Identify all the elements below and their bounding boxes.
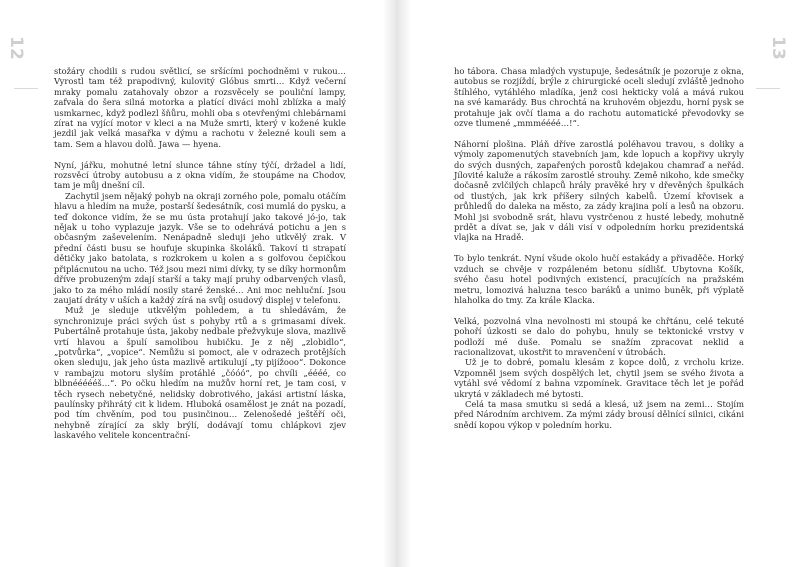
page-number-left: 12 bbox=[6, 36, 26, 60]
paragraph: Už je to dobré, pomalu klesám z kopce dolů, z vrcholu krize. Vzpomněl jsem svých dospělých let, chytil jsem se svého života a vytáhl své vědomí z bahna vzpomínek. Gravitace těch let je pořád ukrytá v základech mé bytosti. bbox=[454, 357, 744, 399]
paragraph: To bylo tenkrát. Nyní všude okolo hučí estakády a přivaděče. Horký vzduch se chvěje v rozpáleném betonu sídlišť. Ubytovna Košík, svého času hotel podivných existencí, pracujících na pražském metru, lomozivá haluzna tesco baráků a unimo buněk, při výplatě hlaholka do tmy. Za krále Klacka. bbox=[454, 253, 744, 305]
right-page-text bbox=[454, 66, 744, 430]
page-number-right: 13 bbox=[768, 36, 788, 60]
paragraph: Náhorní plošina. Pláň dříve zarostlá poléhavou travou, s doliky a výmoly zapomenutých stavebních jam, kde lopuch a kopřivy ukryly do svých dusných, zapařených porostů kdejakou chamraď a neřád. Jílovité kaluže a rákosím zarostlé strouhy. Země nikoho, kde smečky dočasně zvlčilých chlapců hrály pravěké hry v dřevěných špulkách od tlustých, jak krk příšery silných kabelů. Území křovisek a průhledů do daleka na město, za zády krajina polí a lesů na obzoru. Mohl jsi svobodně srát, hlavu vystrčenou z husté lebedy, mohutně prdět a dívat se, jak v dáli visí v odpoledním horku prezidentská vlajka na Hradě. bbox=[454, 138, 744, 243]
page-number-rule-right bbox=[756, 88, 780, 89]
paragraph: Nyní, jářku, mohutné letní slunce táhne stíny týčí, držadel a lidí, rozsvěcí útroby autobusu a z okna vidím, že stoupáme na Chodov, tam je můj dnešní cíl. bbox=[54, 159, 346, 191]
gutter-shadow-right bbox=[397, 0, 411, 567]
paragraph: Muž je sleduje utkvělým pohledem, a tu shledávám, že synchronizuje práci svých úst s pohyby rtů a s grimasami dívek. Pubertálně protahuje ústa, jakoby nedbale přežvykuje slova, mazlivě vrtí hlavou a špulí samolibou hubičku. Je z něj „zlobidlo“, „potvůrka“, „vopice“. Nemůžu si pomoct, ale v odrazech protějších oken sleduju, jak jeho ústa mazlivě artikulují „ty pijížooo“. Dokonce v rambajzu motoru slyším protáhlé „čóóó“, po chvíli „éééé, co blbnéééééš…“. Po očku hledím na mužův horní ret, je tam cosi, v těch rysech nebetyčné, nelidsky dobrotivého, jakási artistní láska, paulínsky přihrátý cit k lidem. Hluboká osamělost je znát na pozadí, pod tím chvěním, pod tou pusinčinou… Zelenošedé ještěří oči, nehybně zírající za skly brýlí, dodávají tomu chlápkovi zjev laskavého velitele koncentrační- bbox=[54, 305, 346, 441]
paragraph: stožáry chodili s rudou světlicí, se sršícími pochodněmi v rukou… Vyrostl tam též prapodivný, kulovitý Glóbus smrti… Když večerní mraky pomalu zatahovaly obzor a rozsvěcely se pouliční lampy, zafvala do šera silná motorka a platící diváci mohl zblízka a malý usmkarnec, když podlezl šňůru, mohli oba s otevřenými chlebárnami zírat na vyjící motor v kleci a na Muže smrti, který v kožené kukle jezdil jak velká masařka v dýmu a rachotu v železné kouli sem a tam. Sem a hlavou dolů. Jawa — hyena. bbox=[54, 66, 346, 149]
left-page-text bbox=[54, 66, 346, 441]
gutter-shadow-left bbox=[383, 0, 397, 567]
paragraph: Velká, pozvolná vlna nevolnosti mi stoupá ke chřtánu, celé tekuté pohoří úzkosti se dalo do pohybu, hnuly se tektonické vrstvy v podloží mé duše. Pomalu se snažím zpracovat neklid a racionalizovat, ukostřit to mravenčení v útrobách. bbox=[454, 315, 744, 357]
page-number-rule-left bbox=[14, 88, 38, 89]
paragraph: ho tábora. Chasa mladých vystupuje, šedesátník je pozoruje z okna, autobus se rozjíždí, brýle z chirurgické oceli sledují zvláště jednoho štíhlého, vytáhlého mladíka, jenž cosi hekticky volá a mává rukou na své kamarády. Bus chrochtá na kruhovém objezdu, horní pysk se protahuje jak ovčí tlama a do rachotu automatické převodovky se ozve tlumené „mmméééé…!“. bbox=[454, 66, 744, 129]
paragraph: Celá ta masa smutku si sedá a klesá, už jsem na zemi… Stojím před Národním archivem. Za mými zády brousí dělnící silnici, cikáni snědí kopou výkop v poledním horku. bbox=[454, 398, 744, 430]
right-page bbox=[397, 0, 794, 567]
paragraph: Zachytil jsem nějaký pohyb na okraji zorného pole, pomalu otáčím hlavu a hledím na muže, postarší šedesátník, cosi mumlá do pysku, a teď dokonce vidím, že se mu ústa protahují jako takové jó-jo, tak nějak u toho vyplazuje jazyk. Vše se to odehrává potichu a jen s občasným zaševelením. Nenápadně sleduji jeho utkvělý zrak. V přední části busu se houfuje skupinka školáků. Takoví ti strapatí dětičky jako batolata, s rozkrokem u kolen a s golfovou čepičkou připlácnutou na ucho. Též jsou mezi nimi dívky, ty se díky hormonům dříve probuzeným zdají starší a taky mají pruhy odbarvených vlasů, jako to za mého mládí nosily staré ženské… Ani moc nehluční. Jsou zaujatí dráty v uších a každý zírá na svůj osudový displej v telefonu. bbox=[54, 190, 346, 305]
